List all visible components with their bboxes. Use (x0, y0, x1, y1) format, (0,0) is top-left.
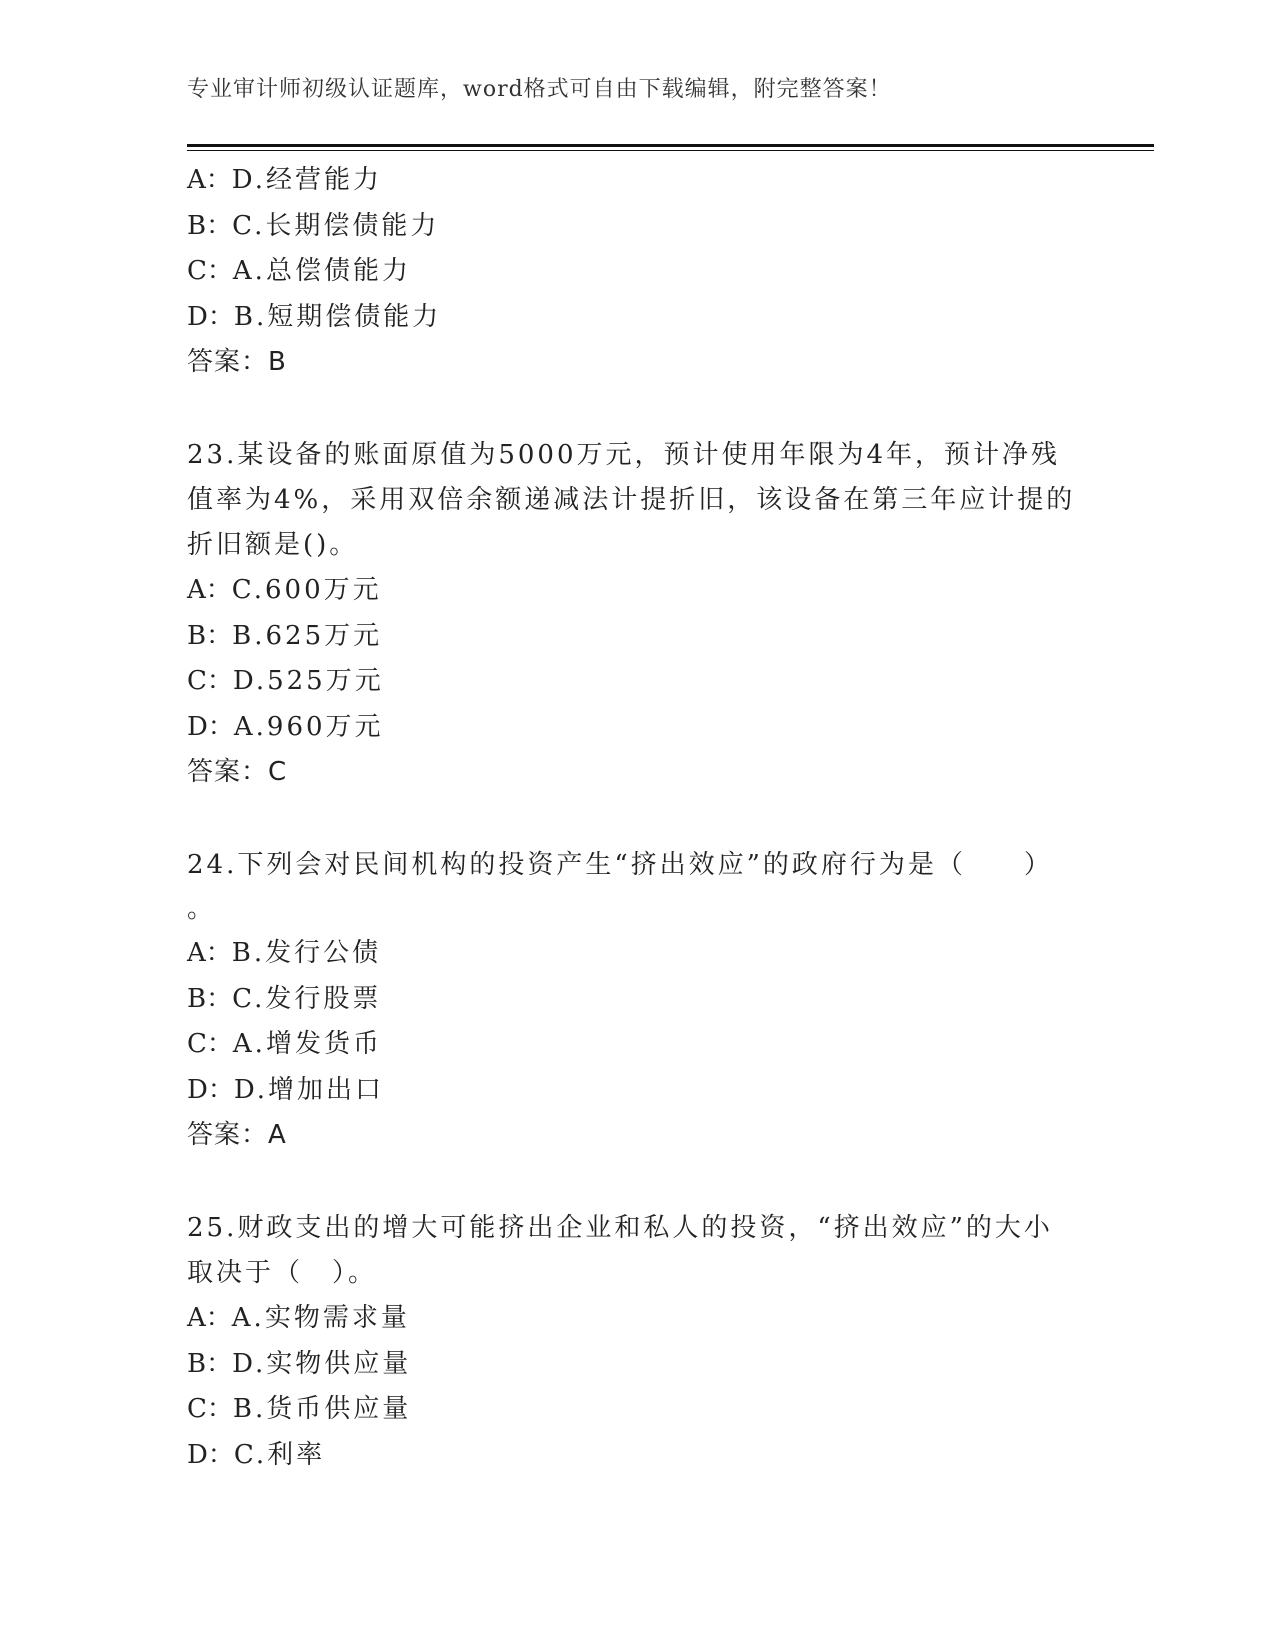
option-key: D： (187, 1439, 234, 1470)
stem-line: 24.下列会对民间机构的投资产生“挤出效应”的政府行为是（ ） (187, 850, 1053, 880)
option-key: B： (187, 620, 233, 651)
option-text: D.增加出口 (233, 1074, 385, 1105)
stem-line: 折旧额是()。 (187, 530, 359, 560)
stem-line: 25.财政支出的增大可能挤出企业和私人的投资，“挤出效应”的大小 (187, 1213, 1053, 1243)
option-key: C： (187, 1394, 233, 1424)
option-d (187, 1433, 1087, 1479)
option-a (187, 568, 1087, 614)
option-d (187, 295, 1087, 341)
option-c (187, 249, 1087, 295)
option-text: B.短期偿债能力 (233, 301, 442, 332)
question-stem (187, 1206, 1087, 1296)
option-key: A： (187, 938, 232, 968)
option-key: D： (187, 301, 234, 332)
header-rule-thick (187, 144, 1154, 147)
question-25 (187, 1206, 1087, 1478)
answer-line: 答案：A (187, 1120, 287, 1150)
stem-line: 值率为4%，采用双倍余额递减法计提折旧，该设备在第三年应计提的 (187, 485, 1076, 515)
option-text: B.发行公债 (231, 938, 382, 968)
option-key: C： (187, 1029, 233, 1059)
option-text: D.经营能力 (231, 165, 382, 195)
stem-line: 23.某设备的账面原值为5000万元，预计使用年限为4年，预计净残 (187, 440, 1061, 470)
option-a (187, 1296, 1087, 1342)
question-23 (187, 433, 1087, 795)
header-rule-thin (187, 150, 1154, 151)
option-key: D： (187, 1074, 234, 1105)
question-stem (187, 843, 1087, 931)
option-d (187, 705, 1087, 751)
stem-line: 。 (187, 894, 217, 924)
option-b (187, 1342, 1087, 1388)
option-key: A： (187, 1303, 232, 1333)
answer-line: 答案：C (187, 757, 288, 787)
option-text: A.增发货币 (232, 1029, 382, 1059)
option-text: C.利率 (233, 1439, 326, 1470)
option-b (187, 204, 1087, 250)
option-c (187, 1387, 1087, 1433)
stem-line: 取决于（ ）。 (187, 1258, 378, 1288)
option-text: A.实物需求量 (231, 1303, 410, 1333)
option-text: B.625万元 (232, 620, 383, 651)
option-text: C.600万元 (231, 575, 382, 605)
option-text: A.总偿债能力 (232, 256, 411, 286)
question-22 (187, 158, 1087, 385)
option-key: A： (187, 165, 232, 195)
option-text: C.长期偿债能力 (232, 210, 440, 241)
header-note: 专业审计师初级认证题库，word格式可自由下载编辑，附完整答案！ (187, 77, 892, 102)
question-stem (187, 433, 1087, 568)
option-key: B： (187, 983, 233, 1014)
option-b (187, 614, 1087, 660)
option-key: C： (187, 666, 233, 696)
option-d (187, 1068, 1087, 1114)
option-key: B： (187, 1348, 233, 1379)
option-text: D.实物供应量 (232, 1348, 412, 1379)
option-key: A： (187, 575, 232, 605)
option-key: B： (187, 210, 233, 241)
option-text: A.960万元 (233, 711, 384, 742)
option-c (187, 659, 1087, 705)
option-key: C： (187, 256, 233, 286)
option-key: D： (187, 711, 234, 742)
option-text: D.525万元 (232, 666, 384, 696)
option-text: C.发行股票 (232, 983, 382, 1014)
option-b (187, 977, 1087, 1023)
option-a (187, 158, 1087, 204)
option-text: B.货币供应量 (232, 1394, 412, 1424)
option-a (187, 931, 1087, 977)
question-list (187, 158, 1087, 1478)
answer-line: 答案：B (187, 347, 287, 377)
option-c (187, 1022, 1087, 1068)
question-24 (187, 843, 1087, 1158)
